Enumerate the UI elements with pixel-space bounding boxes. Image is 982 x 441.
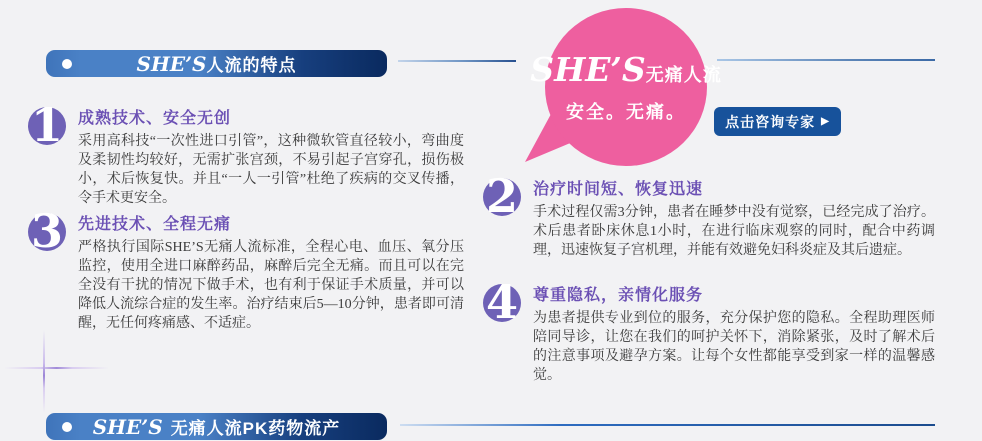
feature-body: 手术过程仅需3分钟，患者在睡梦中没有觉察，已经完成了治疗。术后患者卧床休息1小时，在进行临床观察的同时，配合中药调理，迅速恢复子宫机理，并能有效避免妇科炎症及其后遗症。 (533, 205, 935, 258)
bubble-subline: 安全。无痛。 (566, 102, 686, 122)
feature-number-badge (483, 275, 521, 330)
section-banner-pk (46, 413, 387, 440)
banner-title-text: 人流的特点 (206, 56, 297, 75)
brand-text: SHE’S (92, 415, 163, 439)
section-banner-features (46, 50, 387, 77)
section-banner-pk-label (93, 414, 341, 439)
feature-number: 4 (485, 275, 519, 330)
sparkle-cross-icon (4, 367, 109, 369)
feature-body: 为患者提供专业到位的服务，充分保护您的隐私。全程助理医师陪同导诊，让您在我们的呵护关怀下，消除紧张，及时了解术后的注意事项及避孕方案。让每个女性都能享受到家一样的温馨感觉。 (533, 311, 935, 383)
feature-number-badge (483, 169, 521, 224)
feature-title: 治疗时间短、恢复迅速 (533, 181, 704, 198)
feature-number: 2 (485, 169, 519, 224)
bubble-headline-text: 无痛人流 (645, 65, 722, 85)
brand-text: SHE’S (530, 50, 646, 89)
feature-number: 3 (30, 204, 64, 259)
brand-text: SHE’S (136, 52, 207, 76)
decorative-line-top-left (398, 60, 516, 62)
feature-item-2 (483, 169, 935, 260)
feature-title: 成熟技术、安全无创 (78, 110, 232, 127)
feature-number-badge (28, 204, 66, 259)
feature-item-4 (483, 275, 935, 385)
feature-number: 1 (30, 98, 64, 153)
sparkle-cross-icon (43, 330, 45, 413)
bullet-dot-icon (62, 59, 72, 69)
bubble-headline (530, 50, 722, 89)
banner-title-text: 无痛人流PK药物流产 (170, 419, 341, 438)
decorative-line-bottom (400, 424, 935, 426)
decorative-line-top-right (717, 59, 935, 61)
feature-item-1 (28, 98, 464, 208)
consult-expert-button-label: 点击咨询专家 (725, 113, 816, 130)
feature-title: 先进技术、全程无痛 (78, 216, 232, 233)
bullet-dot-icon (62, 422, 72, 432)
section-banner-features-label (137, 51, 297, 76)
arrow-right-icon: ▶ (821, 116, 830, 127)
feature-body: 严格执行国际SHE’S无痛人流标准，全程心电、血压、氧分压监控，使用全进口麻醉药品，麻醉后完全无痛。而且可以在完全没有干扰的情况下做手术，也有利于保证手术质量，并可以降低人流综合症的发生率。治疗结束后5—10分钟，患者即可清醒，无任何疼痛感、不适症。 (78, 240, 464, 331)
feature-item-3 (28, 204, 464, 333)
feature-number-badge (28, 98, 66, 153)
consult-expert-button[interactable] (714, 107, 841, 136)
promo-bubble (530, 8, 722, 166)
feature-title: 尊重隐私，亲情化服务 (533, 287, 704, 304)
feature-body: 采用高科技“一次性进口引管”，这种微软管直径较小，弯曲度及柔韧性均较好，无需扩张宫颈，不易引起子宫穿孔，损伤极小，术后恢复快。并且“一人一引管”杜绝了疾病的交叉传播，令手术更安全。 (78, 134, 464, 206)
